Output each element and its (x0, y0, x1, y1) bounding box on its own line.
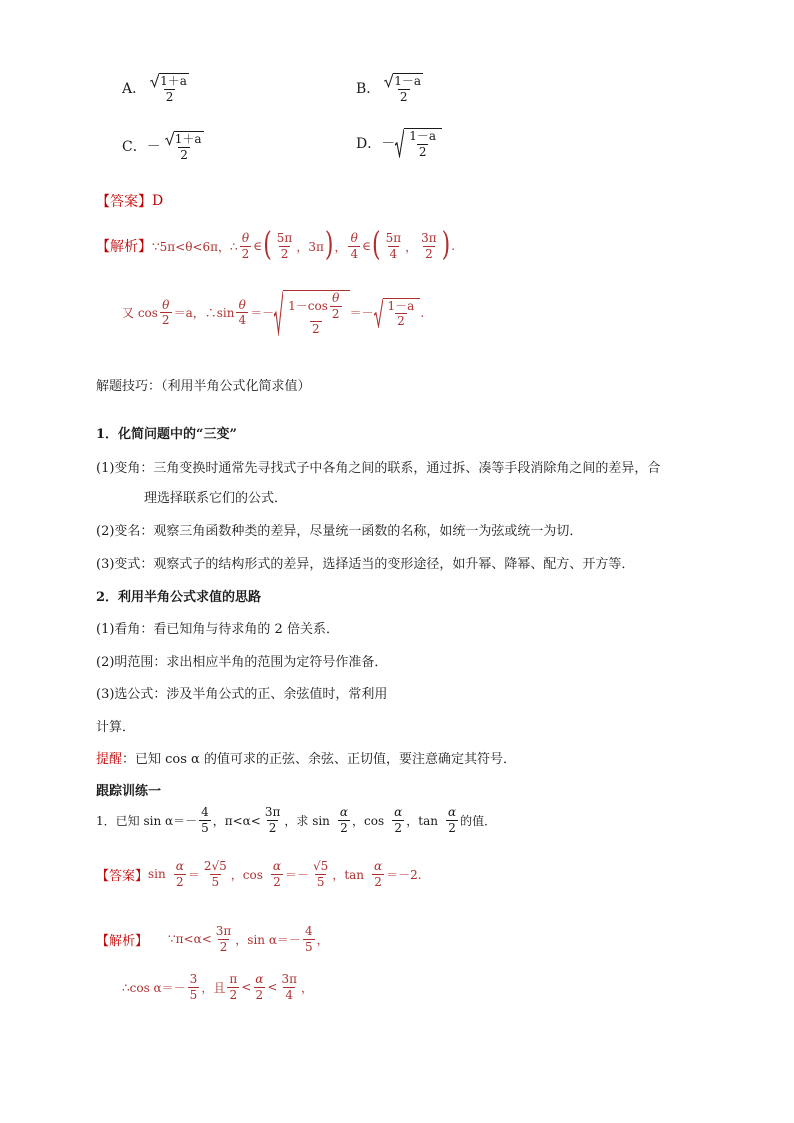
answer-1 (96, 191, 163, 211)
theta-over-4: $\frac{\theta}{4}$ (350, 231, 359, 261)
option-c-fraction: $\frac{1+a}{2}$ (163, 131, 206, 161)
section-2-item-3: (3)选公式：涉及半角公式的正、余弦值时，常利用 (96, 687, 388, 702)
analysis-1-line-2: 又 cos $\frac{\theta}{2}$ ＝a，∴sin $\frac{\theta}{4}$ ＝－ 1－cos $\frac{\theta}{2}$ 2 ＝－ $\frac{1-a}{2}$ . (122, 291, 425, 337)
sqrt-result: $\frac{1-a}{2}$ (374, 298, 421, 328)
option-c (122, 131, 208, 161)
option-b-label: B． (356, 81, 381, 98)
option-a-label: A． (122, 81, 147, 98)
frac-4-5: $\frac{4}{5}$ (201, 805, 209, 835)
frac-alpha-2-b: $\frac{\alpha}{2}$ (394, 805, 403, 835)
theta-over-2-b: $\frac{\theta}{2}$ (161, 297, 170, 328)
section-1-item-1: (1)变角：三角变换时通常先寻找式子中各角之间的联系，通过拆、凑等手段消除角之间的差异，合 (96, 461, 661, 476)
frac-3pi-2: $\frac{3\pi}{2}$ (264, 805, 281, 835)
reminder-text: ：已知 cos α 的值可求的正弦、余弦、正切值，要注意确定其符号． (122, 752, 516, 767)
analysis-2-line-1: 【解析】 ∵π<α< $\frac{3\pi}{2}$ ，sin α＝－ $\frac{4}{5}$ ， (96, 924, 329, 954)
frac-alpha-2-c: $\frac{\alpha}{2}$ (447, 805, 457, 835)
analysis-1-line-1: 【解析】 ∵5π<θ<6π，∴ $\frac{\theta}{2}$ ∈ ( $\frac{5\pi}{2}$ ，3π ) ， $\frac{\theta}{4}$ ∈ ( $\frac{5\pi}{4}$ ， $\frac{3\pi}{2}$ ) . (96, 226, 456, 265)
theta-over-4-b: $\frac{\theta}{4}$ (238, 297, 247, 328)
option-a-fraction: $\frac{1+a}{2}$ (148, 73, 191, 103)
answer-2-tag: 【答案】 (96, 868, 149, 884)
option-d (356, 128, 442, 158)
section-1-heading: 1．化简问题中的“三变” (96, 427, 238, 442)
option-b (356, 73, 427, 103)
section-2-item-2: (2)明范围：求出相应半角的范围为定符号作准备． (96, 655, 388, 670)
analysis-2-line-2: ∴cos α＝－ $\frac{3}{5}$ ，且 $\frac{\pi}{2}$ < $\frac{\alpha}{2}$ < $\frac{3\pi}{4}$ ， (122, 972, 313, 1002)
sqrt-half-angle: 1－cos $\frac{\theta}{2}$ 2 (274, 290, 349, 336)
five-pi-over-2: $\frac{5\pi}{2}$ (276, 231, 293, 261)
tip-title: 解题技巧：（利用半角公式化简求值） (96, 379, 311, 394)
practice-heading: 跟踪训练一 (96, 784, 162, 799)
option-b-fraction: $\frac{1-a}{2}$ (382, 73, 425, 103)
answer-2: 【答案】 sin $\frac{\alpha}{2}$ ＝ $\frac{2√5}{5}$ ，cos $\frac{\alpha}{2}$ ＝－ $\frac{√5}{5}$ ，tan $\frac{\alpha}{2}$ ＝－2. (96, 859, 422, 889)
reminder (96, 748, 516, 767)
option-a (122, 73, 193, 103)
three-pi-over-2: $\frac{3\pi}{2}$ (421, 231, 437, 261)
option-d-label: D．－ (356, 136, 396, 153)
theta-over-2: $\frac{\theta}{2}$ (241, 231, 250, 261)
practice-question: 1．已知 sin α＝－ $\frac{4}{5}$ ，π<α< $\frac{3\pi}{2}$ ，求 sin $\frac{\alpha}{2}$ ，cos $\frac{\alpha}{2}$ ，tan $\frac{\alpha}{2}$ 的值． (96, 805, 497, 835)
section-2-item-3-cont: 计算． (96, 720, 136, 735)
section-2-heading: 2．利用半角公式求值的思路 (96, 590, 262, 605)
reminder-tag: 提醒 (96, 752, 123, 767)
section-2-item-1: (1)看角：看已知角与待求角的 2 倍关系． (96, 622, 339, 637)
option-c-label: C．－ (122, 139, 161, 156)
answer-1-tag: 【答案】 (96, 194, 152, 210)
section-1-item-2: (2)变名：观察三角函数种类的差异，尽量统一函数的名称，如统一为弦或统一为切． (96, 524, 583, 539)
section-1-item-3: (3)变式：观察式子的结构形式的差异，选择适当的变形途径，如升幂、降幂、配方、开方等． (96, 557, 635, 572)
section-1-item-1-cont: 理选择联系它们的公式． (144, 491, 288, 506)
analysis-2-tag: 【解析】 (96, 933, 149, 949)
five-pi-over-4: $\frac{5\pi}{4}$ (385, 231, 402, 261)
option-d-sqrt: $\frac{1-a}{2}$ (395, 128, 442, 158)
frac-alpha-2-a: $\frac{\alpha}{2}$ (339, 805, 349, 835)
answer-1-value: D (152, 193, 164, 209)
analysis-1-tag: 【解析】 (96, 239, 152, 256)
